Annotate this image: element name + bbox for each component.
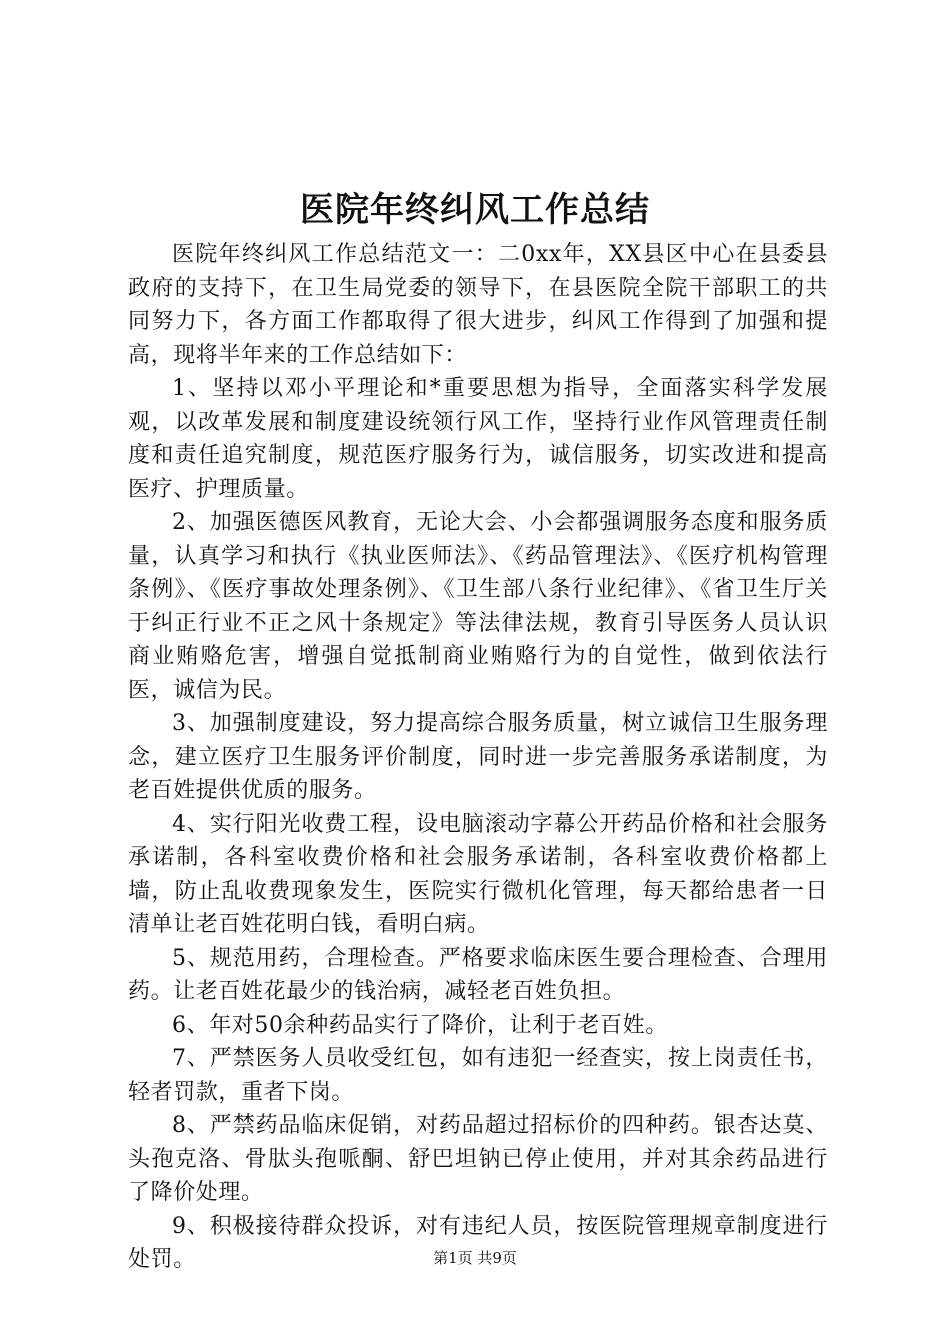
paragraph-item-7: 7、严禁医务人员收受红包，如有违犯一经查实，按上岗责任书，轻者罚款，重者下岗。 [128, 1046, 828, 1105]
paragraph-item-5: 5、规范用药，合理检查。严格要求临床医生要合理检查、合理用药。让老百姓花最少的钱治病，减轻老百姓负担。 [128, 945, 828, 1004]
document-title: 医院年终纠风工作总结 [300, 190, 650, 230]
paragraph-intro: 医院年终纠风工作总结范文一：二0xx年，XX县区中心在县委县政府的支持下，在卫生局党委的领导下，在县医院全院干部职工的共同努力下，各方面工作都取得了很大进步，纠风工作得到了加强和提高，现将半年来的工作总结如下： [128, 242, 828, 368]
paragraph-item-4: 4、实行阳光收费工程，设电脑滚动字幕公开药品价格和社会服务承诺制，各科室收费价格和社会服务承诺制，各科室收费价格都上墙，防止乱收费现象发生，医院实行微机化管理，每天都给患者一日清单让老百姓花明白钱，看明白病。 [128, 811, 828, 937]
page-number-footer: 第1页 共9页 [433, 1249, 517, 1267]
document-body [128, 238, 828, 1277]
paragraph-item-9: 9、积极接待群众投诉，对有违纪人员，按医院管理规章制度进行处罚。 [128, 1213, 828, 1272]
paragraph-item-3: 3、加强制度建设，努力提高综合服务质量，树立诚信卫生服务理念，建立医疗卫生服务评价制度，同时进一步完善服务承诺制度，为老百姓提供优质的服务。 [128, 711, 828, 803]
paragraph-item-6: 6、年对50余种药品实行了降价，让利于老百姓。 [172, 1012, 668, 1038]
paragraph-item-1: 1、坚持以邓小平理论和*重要思想为指导，全面落实科学发展观，以改革发展和制度建设统领行风工作，坚持行业作风管理责任制度和责任追究制度，规范医疗服务行为，诚信服务，切实改进和提高医疗、护理质量。 [128, 376, 828, 502]
paragraph-item-8: 8、严禁药品临床促销，对药品超过招标价的四种药。银杏达莫、头孢克洛、骨肽头孢哌酮、舒巴坦钠已停止使用，并对其余药品进行了降价处理。 [128, 1113, 828, 1205]
paragraph-item-2: 2、加强医德医风教育，无论大会、小会都强调服务态度和服务质量，认真学习和执行《执业医师法》、《药品管理法》、《医疗机构管理条例》、《医疗事故处理条例》、《卫生部八条行业纪律》、《省卫生厅关于纠正行业不正之风十条规定》等法律法规，教育引导医务人员认识商业贿赂危害，增强自觉抵制商业贿赂行为的自觉性，做到依法行医，诚信为民。 [128, 510, 828, 703]
